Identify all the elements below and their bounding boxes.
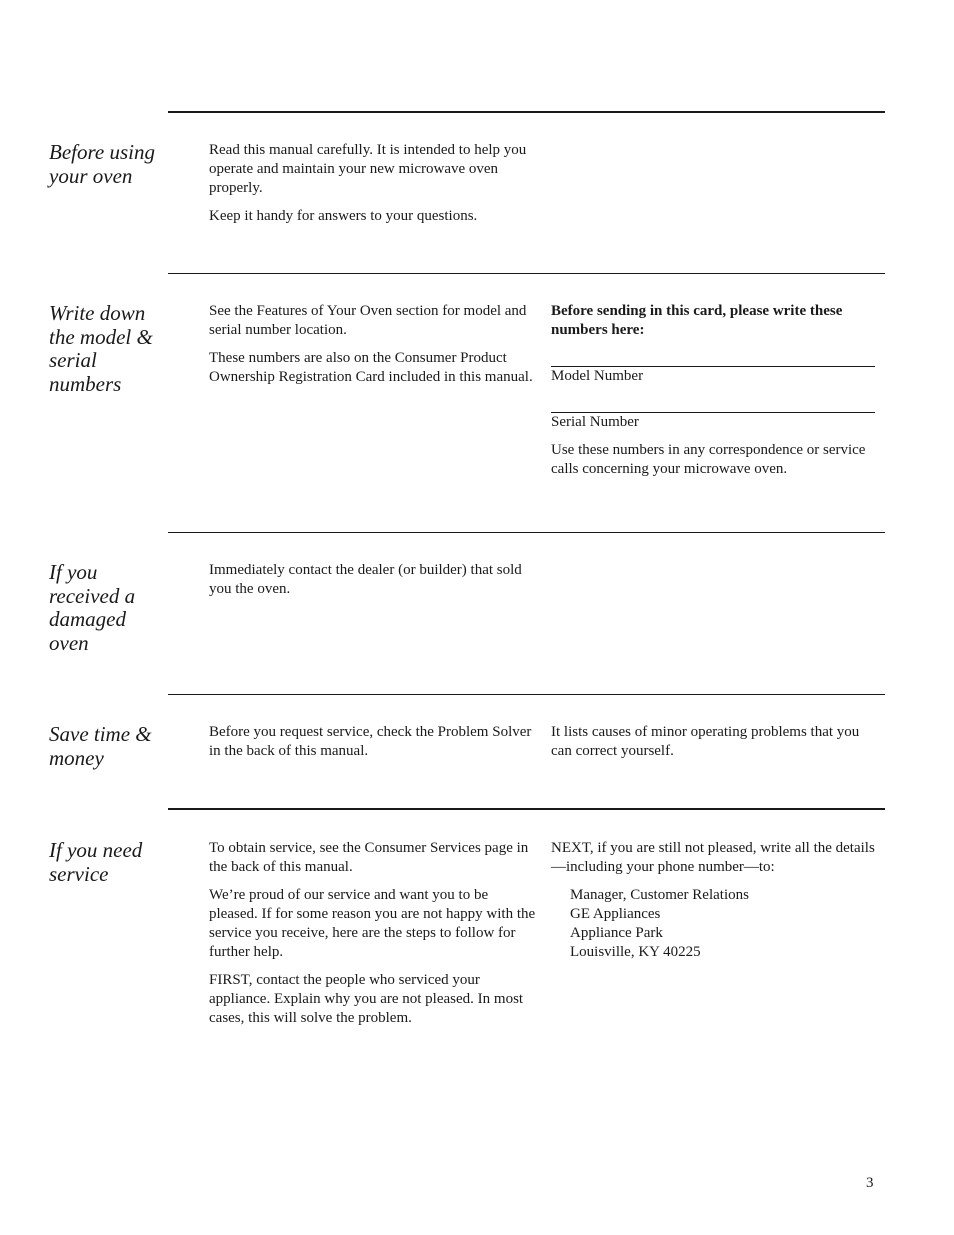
before-using-text <box>209 141 539 235</box>
usage-note: Use these numbers in any correspondence or service calls concerning your microwave oven. <box>551 442 866 477</box>
paragraph: FIRST, contact the people who serviced your appliance. Explain why you are not pleased. In most cases, this will solve the problem. <box>209 972 524 1026</box>
section-divider <box>168 111 885 113</box>
section-heading-record-numbers: Write down the model & serial numbers <box>49 301 153 396</box>
paragraph: Read this manual carefully. It is intended to help you operate and maintain your new microwave oven properly. <box>209 142 527 196</box>
paragraph: We’re proud of our service and want you to be pleased. If for some reason you are not happy with the service you receive, here are the steps to follow for further help. <box>209 887 536 960</box>
record-numbers-text <box>209 302 539 396</box>
registration-card-fields <box>551 302 876 488</box>
address-line: Manager, Customer Relations <box>570 887 749 903</box>
page-number: 3 <box>866 1175 874 1191</box>
paragraph: NEXT, if you are still not pleased, write all the details—including your phone number—to: <box>551 840 875 875</box>
serial-number-label: Serial Number <box>551 414 639 430</box>
save-time-text-right <box>551 723 876 770</box>
need-service-text-right <box>551 839 876 962</box>
section-divider <box>168 694 885 695</box>
section-divider <box>168 808 885 810</box>
section-divider <box>168 273 885 274</box>
section-divider <box>168 532 885 533</box>
address-line: Appliance Park <box>570 925 663 941</box>
address-line: Louisville, KY 40225 <box>570 944 701 960</box>
address-line: GE Appliances <box>570 906 661 922</box>
paragraph: See the Features of Your Oven section for model and serial number location. <box>209 303 527 338</box>
paragraph: These numbers are also on the Consumer Product Ownership Registration Card included in this manual. <box>209 350 533 385</box>
save-time-text <box>209 723 539 770</box>
paragraph: It lists causes of minor operating problems that you can correct yourself. <box>551 724 860 759</box>
paragraph: Keep it handy for answers to your questions. <box>209 208 478 224</box>
need-service-text <box>209 839 539 1037</box>
section-heading-before-using: Before using your oven <box>49 140 155 188</box>
damaged-oven-text <box>209 561 539 608</box>
section-heading-need-service: If you need service <box>49 838 143 886</box>
paragraph: Immediately contact the dealer (or builder) that sold you the oven. <box>209 562 522 597</box>
card-instruction: Before sending in this card, please write these numbers here: <box>551 303 843 338</box>
paragraph: Before you request service, check the Problem Solver in the back of this manual. <box>209 724 532 759</box>
mailing-address <box>551 886 876 962</box>
paragraph: To obtain service, see the Consumer Services page in the back of this manual. <box>209 840 529 875</box>
section-heading-save-time: Save time & money <box>49 722 152 770</box>
model-number-label: Model Number <box>551 368 644 384</box>
section-heading-damaged-oven: If you received a damaged oven <box>49 560 136 655</box>
